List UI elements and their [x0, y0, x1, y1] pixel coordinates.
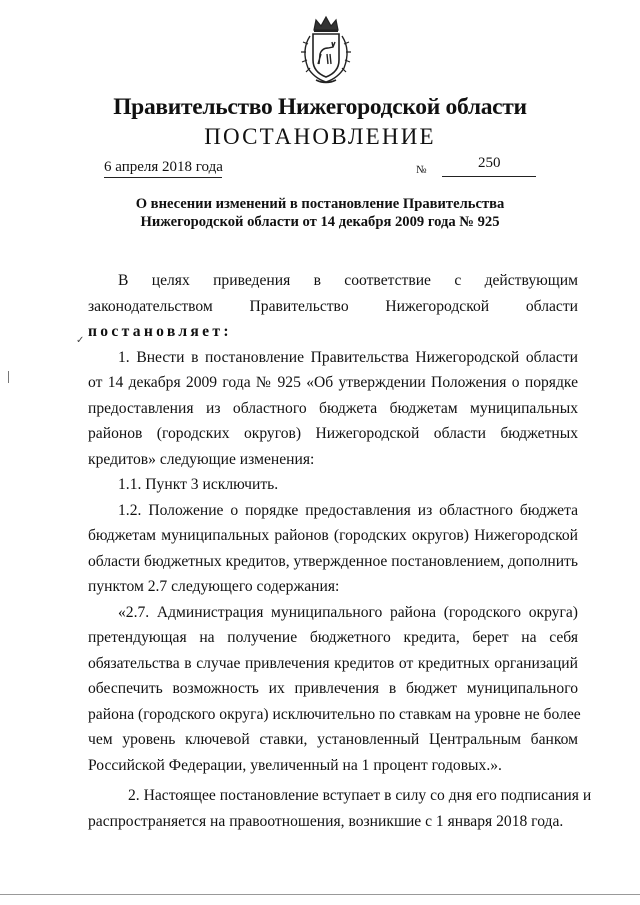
body-line: от 14 декабря 2009 года № 925 «Об утверждении Положения о порядке [88, 374, 578, 391]
margin-tick-mark: ✓ [76, 335, 85, 346]
body-line: законодательством Правительство Нижегородской области [88, 297, 578, 315]
body-line: районов (городских округов) Нижегородской области бюджетных [88, 425, 578, 442]
body-line: 1. Внести в постановление Правительства Нижегородской области [118, 348, 578, 366]
body-line: бюджетам муниципальных районов (городских округов) Нижегородской [88, 527, 578, 544]
document-number: 250 [478, 155, 501, 171]
body-line: В целях приведения в соответствие с действующим [118, 272, 578, 289]
body-line: 2. Настоящее постановление вступает в силу со дня его подписания и [128, 787, 592, 804]
quote-line: «2.7. Администрация муниципального района (городского округа) [118, 603, 578, 621]
quote-line: претендующая на получение бюджетного кредита, берет на себя [88, 629, 578, 646]
body-line: пунктом 2.7 следующего содержания: [88, 578, 340, 595]
body-line: предоставления из областного бюджета бюджетам муниципальных [88, 399, 578, 417]
margin-mark [8, 371, 9, 383]
subject-line: Нижегородской области от 14 декабря 2009 года № 925 [140, 214, 500, 230]
subject-line: О внесении изменений в постановление Правительства [135, 196, 505, 212]
number-underline [442, 176, 536, 177]
document-date: 6 апреля 2018 года [104, 159, 223, 175]
document-type-heading: ПОСТАНОВЛЕНИЕ [204, 124, 436, 149]
body-line: области бюджетных кредитов, утвержденное постановлением, дополнить [88, 552, 578, 570]
number-sign: № [416, 164, 427, 176]
quote-line: Российской Федерации, увеличенный на 1 процент годовых.». [88, 756, 502, 774]
body-line: кредитов» следующие изменения: [88, 450, 315, 468]
body-line: 1.1. Пункт 3 исключить. [118, 476, 279, 493]
quote-line: чем уровень ключевой ставки, установленный Центральным банком [88, 731, 578, 748]
decree-word: постановляет: [88, 323, 232, 340]
quote-line: района (городского округа) исключительно по ставкам на уровне не более [88, 705, 581, 723]
body-line: распространяется на правоотношения, возникшие с 1 января 2018 года. [88, 812, 564, 830]
date-underline [104, 177, 222, 178]
coat-of-arms-icon [296, 14, 356, 86]
document-body [88, 268, 592, 834]
bottom-scan-edge [0, 894, 640, 895]
government-title: Правительство Нижегородской области [113, 94, 527, 120]
quote-line: обеспечить возможность их привлечения в бюджет муниципального [88, 680, 578, 697]
quote-line: обязательства в случае привлечения кредитов от кредитных организаций [88, 654, 578, 672]
document-subject [0, 195, 640, 231]
body-line: 1.2. Положение о порядке предоставления из областного бюджета [118, 501, 578, 519]
